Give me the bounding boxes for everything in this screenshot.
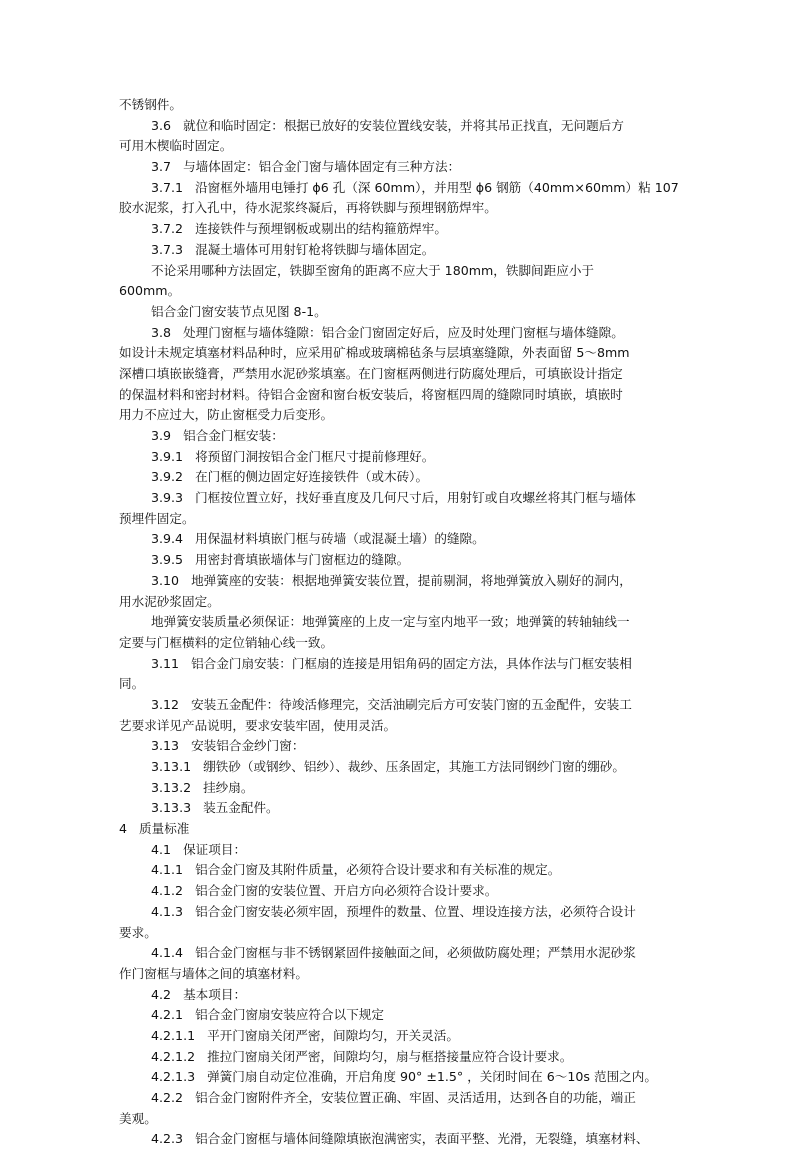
- text-line: 4.1 保证项目：: [119, 841, 247, 857]
- text-line: 用水泥砂浆固定。: [119, 593, 220, 609]
- text-line: 作门窗框与墙体之间的填塞材料。: [119, 965, 308, 981]
- text-line: 4.1.2 铝合金门窗的安装位置、开启方向必须符合设计要求。: [119, 883, 498, 899]
- text-line: 3.12 安装五金配件：待竣活修理完，交活油刷完后方可安装门窗的五金配件，安装工: [119, 696, 632, 712]
- text-line: 深槽口填嵌嵌缝膏，严禁用水泥砂浆填塞。在门窗框两侧进行防腐处理后，可填嵌设计指定: [119, 365, 623, 381]
- text-line: 4.2 基本项目：: [119, 986, 247, 1002]
- text-line: 4.1.1 铝合金门窗及其附件质量，必须符合设计要求和有关标准的规定。: [119, 862, 561, 878]
- text-line: 4.2.1.2 推拉门窗扇关闭严密，间隙均匀，扇与框搭接量应符合设计要求。: [119, 1048, 573, 1064]
- text-line: 3.9.3 门框按位置立好，找好垂直度及几何尺寸后，用射钉或自攻螺丝将其门框与墙体: [119, 490, 636, 506]
- text-line: 3.8 处理门窗框与墙体缝隙：铝合金门窗固定好后，应及时处理门窗框与墙体缝隙。: [119, 324, 624, 340]
- text-line: 600mm。: [119, 283, 181, 299]
- text-line: 3.13.1 绷铁砂（或钢纱、铝纱）、裁纱、压条固定，其施工方法同钢纱门窗的绷砂。: [119, 759, 625, 774]
- text-line: 3.13.3 装五金配件。: [119, 800, 279, 816]
- text-line: 3.11 铝合金门扇安装：门框扇的连接是用铝角码的固定方法，具体作法与门框安装相: [119, 655, 632, 671]
- text-line: 3.7.2 连接铁件与预埋钢板或剔出的结构箍筋焊牢。: [119, 221, 447, 237]
- document-body: [119, 95, 684, 1150]
- text-line: 4.2.2 铝合金门窗附件齐全，安装位置正确、牢固、灵活适用，达到各自的功能，端正: [119, 1090, 636, 1105]
- text-line: 不论采用哪种方法固定，铁脚至窗角的距离不应大于 180mm，铁脚间距应小于: [119, 262, 595, 278]
- text-line: 如设计未规定填塞材料品种时，应采用矿棉或玻璃棉毡条与层填塞缝隙，外表面留 5～8mm: [119, 345, 630, 361]
- text-line: 4 质量标准: [119, 821, 190, 837]
- text-line: 3.7.3 混凝土墙体可用射钉枪将铁脚与墙体固定。: [119, 241, 435, 257]
- text-line: 3.9.2 在门框的侧边固定好连接铁件（或木砖）。: [119, 469, 429, 485]
- text-line: 预埋件固定。: [119, 510, 195, 526]
- text-line: 4.1.3 铝合金门窗安装必须牢固，预埋件的数量、位置、埋设连接方法，必须符合设计: [119, 903, 636, 919]
- text-line: 4.2.1.3 弹簧门扇自动定位准确，开启角度 90° ±1.5° ，关闭时间在 6～10s 范围之内。: [119, 1069, 657, 1085]
- text-line: 地弹簧安装质量必须保证：地弹簧座的上皮一定与室内地平一致；地弹簧的转轴轴线一: [119, 614, 630, 630]
- text-line: 美观。: [119, 1110, 157, 1126]
- text-line: 定要与门框横料的定位销轴心线一致。: [119, 634, 334, 650]
- text-line: 用力不应过大，防止窗框受力后变形。: [119, 407, 334, 423]
- text-line: 可用木楔临时固定。: [119, 138, 233, 154]
- text-line: 的保温材料和密封材料。待铝合金窗和窗台板安装后，将窗框四周的缝隙同时填嵌，填嵌时: [119, 386, 623, 402]
- text-line: 不锈钢件。: [119, 97, 182, 112]
- text-line: 铝合金门窗安装节点见图 8-1。: [119, 303, 327, 319]
- text-line: 3.7.1 沿窗框外墙用电锤打 ϕ6 孔（深 60mm），并用型 ϕ6 钢筋（40mm×60mm）粘 107: [119, 179, 679, 195]
- text-line: 3.7 与墙体固定：铝合金门窗与墙体固定有三种方法：: [119, 159, 461, 175]
- text-line: 3.9.5 用密封膏填嵌墙体与门窗框边的缝隙。: [119, 552, 410, 568]
- text-line: 3.9 铝合金门框安装：: [119, 428, 284, 443]
- text-line: 3.13.2 挂纱扇。: [119, 779, 254, 795]
- text-line: 3.10 地弹簧座的安装：根据地弹簧安装位置，提前剔洞，将地弹簧放入剔好的洞内，: [119, 572, 632, 588]
- text-line: 4.2.3 铝合金门窗框与墙体间缝隙填嵌泡满密实，表面平整、光滑，无裂缝，填塞材料、: [119, 1131, 649, 1147]
- text-line: 4.2.1 铝合金门窗扇安装应符合以下规定: [119, 1007, 384, 1023]
- text-line: 3.13 安装铝合金纱门窗：: [119, 738, 305, 754]
- text-line: 3.9.1 将预留门洞按铝合金门框尺寸提前修理好。: [119, 448, 435, 464]
- text-line: 要求。: [119, 924, 157, 940]
- text-line: 4.1.4 铝合金门窗框与非不锈钢紧固件接触面之间，必须做防腐处理；严禁用水泥砂浆: [119, 945, 636, 961]
- text-line: 4.2.1.1 平开门窗扇关闭严密，间隙均匀，开关灵活。: [119, 1027, 459, 1043]
- text-line: 3.6 就位和临时固定：根据已放好的安装位置线安装，并将其吊正找直，无问题后方: [119, 117, 624, 133]
- text-line: 艺要求详见产品说明，要求安装牢固，使用灵活。: [119, 717, 397, 733]
- text-line: 3.9.4 用保温材料填嵌门框与砖墙（或混凝土墙）的缝隙。: [119, 531, 485, 547]
- text-line: 胶水泥浆，打入孔中，待水泥浆终凝后，再将铁脚与预埋钢筋焊牢。: [119, 200, 497, 216]
- text-line: 同。: [119, 676, 145, 692]
